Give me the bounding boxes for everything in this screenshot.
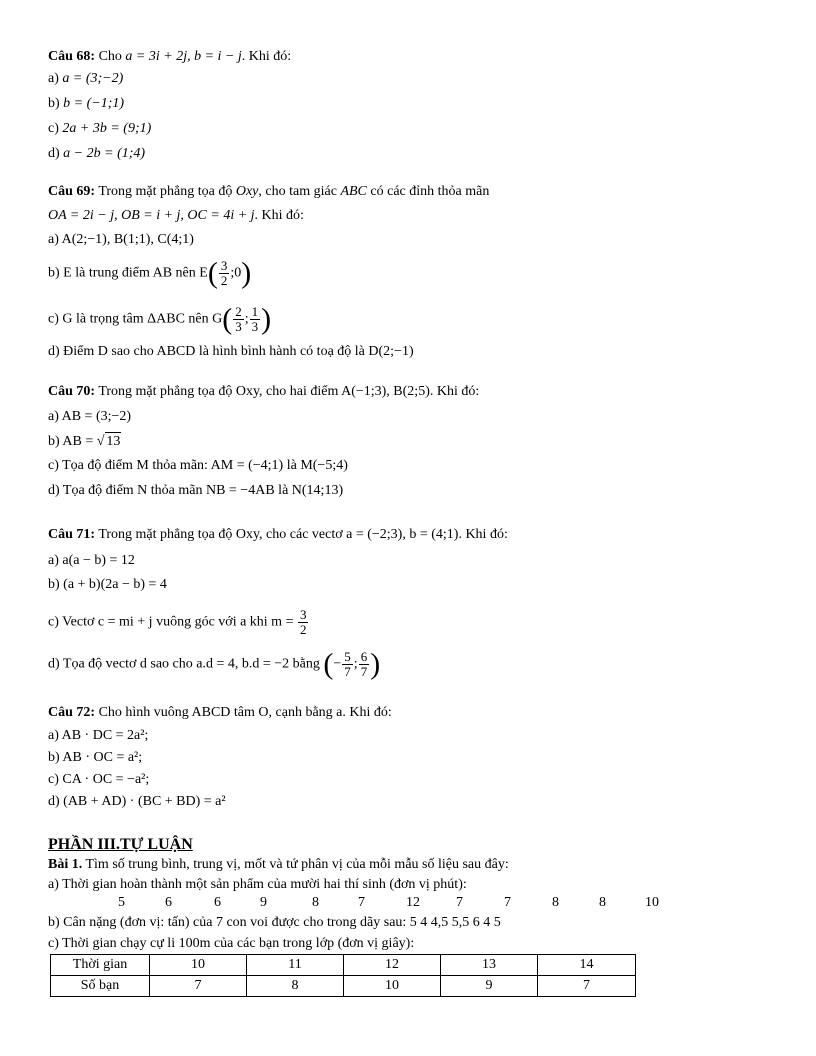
q72-b-text: b) AB · OC = a²;: [48, 750, 143, 765]
a-value: 6: [214, 895, 221, 910]
q69-c-rparen: ): [261, 302, 272, 336]
table-row: [51, 955, 636, 976]
table-cell: 8: [247, 976, 344, 997]
q71-option-a: [48, 552, 135, 570]
q71-d-text: d) Tọa độ vectơ d sao cho a.d = 4, b.d = −2 bằng: [48, 656, 320, 672]
q71-d-d2: 7: [360, 664, 368, 679]
q69-stem: [48, 183, 489, 201]
q71-label: Câu 71:: [48, 527, 96, 542]
q69-b-fraction: $\frac{3}{2}$: [220, 258, 228, 288]
a-value: 7: [456, 895, 463, 910]
q69-text1: Trong mặt phẳng tọa độ: [98, 184, 233, 199]
q68-expr: a = 3i + 2j, b = i − j: [125, 49, 242, 64]
bai1-c-text: c) Thời gian chạy cự li 100m của các bạn trong lớp (đơn vị giây):: [48, 936, 415, 951]
q72-option-a: [48, 727, 148, 745]
q68-a-math: a = (3;−2): [62, 71, 124, 86]
q71-option-d: d) Tọa độ vectơ d sao cho a.d = 4, b.d = −2 bằng (− $\frac{5}{7}$ ; $\frac{6}{7}$ ): [48, 647, 381, 681]
q69-c-fraction-1: $\frac{2}{3}$: [235, 304, 242, 334]
q71-stem: [48, 526, 508, 544]
q69-label: Câu 69:: [48, 184, 96, 199]
q70-d-text: d) Tọa độ điểm N thỏa mãn NB = −4AB là N(14;13): [48, 483, 344, 498]
q69-option-d: [48, 343, 414, 361]
q69-c-text: c) G là trọng tâm ΔABC nên G: [48, 311, 223, 327]
a-value: 7: [358, 895, 365, 910]
q71-c-num: 3: [299, 607, 307, 622]
bai1-text: Tìm số trung bình, trung vị, mốt và tứ phân vị của mỗi mẫu số liệu sau đây:: [85, 857, 509, 872]
q68-c-math: 2a + 3b = (9;1): [62, 121, 152, 136]
q69-b-text: b) E là trung điểm AB nên E: [48, 265, 208, 281]
q68-option-a: [48, 70, 123, 88]
q69-oxy: Oxy: [235, 184, 259, 199]
q69-option-b: b) E là trung điểm AB nên E( $\frac{3}{2}$ ;0): [48, 256, 252, 290]
q71-d-lparen: (: [323, 647, 334, 681]
running-time-table: [50, 954, 636, 997]
q72-d-text: d) (AB + AD) · (BC + BD) = a²: [48, 794, 226, 809]
q68-option-d: [48, 145, 145, 163]
q68-stem: [48, 48, 291, 66]
q71-d-n2: 6: [360, 649, 368, 664]
q68-c-label: c): [48, 121, 63, 136]
table-cell: 12: [344, 955, 441, 976]
table-row: [51, 976, 636, 997]
q69-option-a: [48, 231, 194, 249]
q71-option-b: [48, 576, 167, 594]
q72-stem: [48, 704, 392, 722]
table-row-label: Số bạn: [51, 976, 150, 997]
a-value: 5: [118, 895, 125, 910]
bai1-part-a: [48, 876, 467, 894]
table-cell: 13: [441, 955, 538, 976]
q70-a-text: a) AB = (3;−2): [48, 409, 132, 424]
q70-stem: [48, 383, 479, 401]
q68-tail: . Khi đó:: [241, 49, 292, 64]
q69-b-rparen: ): [241, 256, 252, 290]
q71-d-rparen: ): [370, 647, 381, 681]
q71-d-n1: 5: [344, 649, 351, 664]
table-cell: 7: [538, 976, 636, 997]
a-value: 8: [599, 895, 606, 910]
q71-option-c: [48, 608, 309, 637]
a-value: 7: [504, 895, 511, 910]
q72-option-b: [48, 749, 142, 767]
table-cell: 7: [150, 976, 247, 997]
q69-c-lparen: (: [222, 302, 233, 336]
q72-label: Câu 72:: [48, 705, 96, 720]
q71-b-text: b) (a + b)(2a − b) = 4: [48, 577, 167, 592]
q70-option-a: [48, 408, 131, 426]
q68-d-math: a − 2b = (1;4): [63, 146, 146, 161]
a-value: 12: [406, 895, 420, 910]
q68-d-label: d): [48, 146, 64, 161]
q68-b-label: b): [48, 96, 64, 111]
q69-d-text: d) Điểm D sao cho ABCD là hình bình hành có toạ độ là D(2;−1): [48, 344, 414, 359]
q71-c-fraction: [298, 608, 309, 637]
q69-line2-tail: . Khi đó:: [254, 208, 304, 223]
a-value: 9: [260, 895, 267, 910]
a-value: 8: [552, 895, 559, 910]
bai1-a-text: a) Thời gian hoàn thành một sản phẩm của mười hai thí sinh (đơn vị phút):: [48, 877, 467, 892]
q68-b-math: b = (−1;1): [63, 96, 125, 111]
a-value: 8: [312, 895, 319, 910]
q71-c-text: c) Vectơ c = mi + j vuông góc với a khi m =: [48, 614, 294, 630]
q69-text2: , cho tam giác: [258, 184, 337, 199]
bai1-part-c: [48, 935, 414, 953]
table-cell: 11: [247, 955, 344, 976]
table-cell: 10: [150, 955, 247, 976]
q70-label: Câu 70:: [48, 384, 96, 399]
q70-b-text: b) AB =: [48, 434, 97, 449]
table-cell: 10: [344, 976, 441, 997]
q69-vectors: OA = 2i − j, OB = i + j, OC = 4i + j: [48, 208, 255, 223]
q71-d-d1: 7: [344, 664, 351, 679]
q68-option-c: [48, 120, 151, 138]
q71-d-fraction-2: [359, 650, 370, 679]
section-heading: PHẦN III.TỰ LUẬN: [48, 836, 193, 853]
q72-option-d: [48, 793, 226, 811]
bai1-b-text: b) Cân nặng (đơn vị: tấn) của 7 con voi được cho trong dãy sau: 5 4 4,5 5,5 6 4 5: [48, 915, 501, 930]
q72-text: Cho hình vuông ABCD tâm O, cạnh bằng a. Khi đó:: [98, 705, 392, 720]
bai1-stem: [48, 856, 509, 874]
q69-b-lparen: (: [207, 256, 218, 290]
q72-c-text: c) CA · OC = −a²;: [48, 772, 150, 787]
q69-a-text: a) A(2;−1), B(1;1), C(4;1): [48, 232, 194, 247]
q71-text: Trong mặt phẳng tọa độ Oxy, cho các vectơ a = (−2;3), b = (4;1). Khi đó:: [98, 527, 508, 542]
q71-a-text: a) a(a − b) = 12: [48, 553, 135, 568]
q69-text3: có các đỉnh thỏa mãn: [370, 184, 490, 199]
q70-text: Trong mặt phẳng tọa độ Oxy, cho hai điểm A(−1;3), B(2;5). Khi đó:: [98, 384, 480, 399]
q70-option-b: b) AB = √ 13: [48, 434, 121, 449]
q70-option-c: [48, 457, 348, 475]
q68-label: Câu 68:: [48, 49, 96, 64]
table-cell: 9: [441, 976, 538, 997]
q68-a-label: a): [48, 71, 63, 86]
table-row-label: Thời gian: [51, 955, 150, 976]
q69-abc: ABC: [340, 184, 367, 199]
q68-option-b: [48, 95, 124, 113]
bai1-part-b: [48, 914, 501, 932]
q72-option-c: [48, 771, 149, 789]
q69-c-fraction-2: $\frac{1}{3}$: [251, 304, 259, 334]
q72-a-text: a) AB · DC = 2a²;: [48, 728, 149, 743]
q71-c-den: 2: [299, 622, 307, 637]
q70-option-d: [48, 482, 343, 500]
q69-option-c: c) G là trọng tâm ΔABC nên G( $\frac{2}{3}$ ; $\frac{1}{3}$ ): [48, 302, 272, 336]
table-cell: 14: [538, 955, 636, 976]
q71-d-fraction-1: [342, 650, 353, 679]
q70-b-root: 13: [106, 434, 121, 449]
a-value: 6: [165, 895, 172, 910]
q69-stem-line2: [48, 207, 304, 225]
a-value: 10: [645, 895, 659, 910]
q68-intro: Cho: [98, 49, 122, 64]
bai1-label: Bài 1.: [48, 857, 83, 872]
q70-c-text: c) Tọa độ điểm M thỏa mãn: AM = (−4;1) là M(−5;4): [48, 458, 348, 473]
